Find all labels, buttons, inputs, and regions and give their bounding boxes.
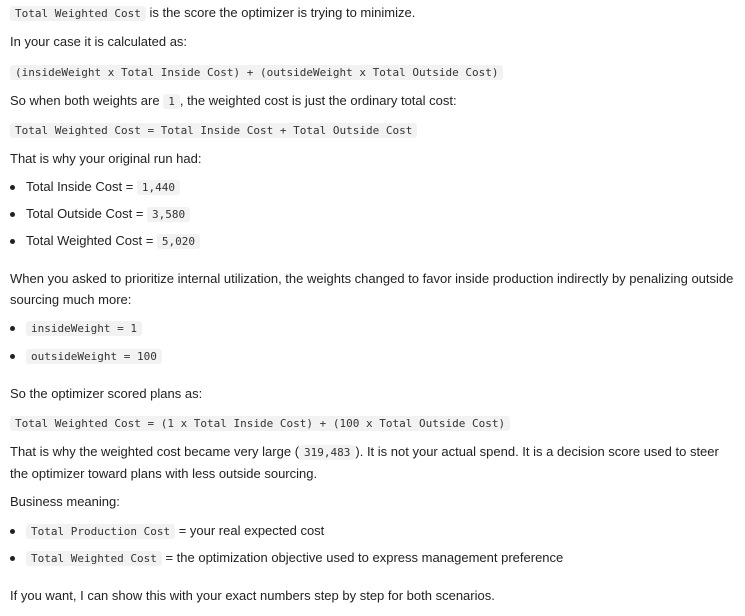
calc-intro: In your case it is calculated as: — [10, 34, 188, 49]
bullet-icon — [10, 556, 15, 561]
list-item-label: Total Inside Cost = — [26, 179, 137, 194]
bullet-icon — [10, 212, 15, 217]
bullet-icon — [10, 529, 15, 534]
weights-line — [10, 92, 457, 111]
formula-code: Total Weighted Cost = Total Inside Cost + Total Outside Cost — [10, 123, 417, 138]
list-item-code: Total Production Cost — [26, 524, 175, 539]
explanation-pre: That is why the weighted cost became very large ( — [10, 444, 300, 459]
list-item-value: insideWeight = 1 — [26, 321, 142, 336]
scored-intro: So the optimizer scored plans as: — [10, 386, 203, 401]
list-item-code: Total Weighted Cost — [26, 551, 162, 566]
intro-line — [10, 4, 415, 23]
list-item — [26, 347, 162, 366]
original-run-intro: That is why your original run had: — [10, 151, 202, 166]
list-item — [26, 232, 200, 251]
list-item-value: 3,580 — [147, 207, 190, 222]
closing-offer: If you want, I can show this with your exact numbers step by step for both scenarios. — [10, 588, 495, 603]
list-item — [26, 522, 324, 541]
list-item — [26, 178, 180, 197]
inline-code: Total Weighted Cost — [10, 6, 146, 21]
intro-text: is the score the optimizer is trying to minimize. — [145, 5, 416, 20]
bullet-icon — [10, 354, 15, 359]
formula-block — [10, 414, 510, 433]
list-item-value: 1,440 — [137, 180, 180, 195]
formula-code: Total Weighted Cost = (1 x Total Inside Cost) + (100 x Total Outside Cost) — [10, 416, 510, 431]
list-item-value: outsideWeight = 100 — [26, 349, 162, 364]
business-meaning-heading: Business meaning: — [10, 494, 120, 509]
list-item — [26, 319, 142, 338]
list-item-value: 5,020 — [157, 234, 200, 249]
formula-block — [10, 121, 417, 140]
bullet-icon — [10, 326, 15, 331]
bullet-icon — [10, 239, 15, 244]
prioritize-paragraph: When you asked to prioritize internal utilization, the weights changed to favor inside production indirectly by penalizing outside sourcing much more: — [10, 271, 734, 307]
weights-text-pre: So when both weights are — [10, 93, 164, 108]
list-item-text: = your real expected cost — [175, 523, 325, 538]
bullet-icon — [10, 185, 15, 190]
weights-text-post: , the weighted cost is just the ordinary total cost: — [179, 93, 457, 108]
inline-code: 1 — [163, 94, 180, 109]
list-item-label: Total Weighted Cost = — [26, 233, 157, 248]
list-item-text: = the optimization objective used to express management preference — [161, 550, 564, 565]
list-item — [26, 205, 190, 224]
formula-code: (insideWeight x Total Inside Cost) + (outsideWeight x Total Outside Cost) — [10, 65, 503, 80]
inline-code: 319,483 — [299, 445, 355, 460]
formula-block — [10, 63, 503, 82]
list-item — [26, 549, 563, 568]
list-item-label: Total Outside Cost = — [26, 206, 148, 221]
explanation-post: ). It is not your actual spend. It is a decision score used to steer the optimizer toward plans with less outside sourcing. — [10, 444, 719, 481]
weighted-cost-explanation — [10, 441, 738, 484]
